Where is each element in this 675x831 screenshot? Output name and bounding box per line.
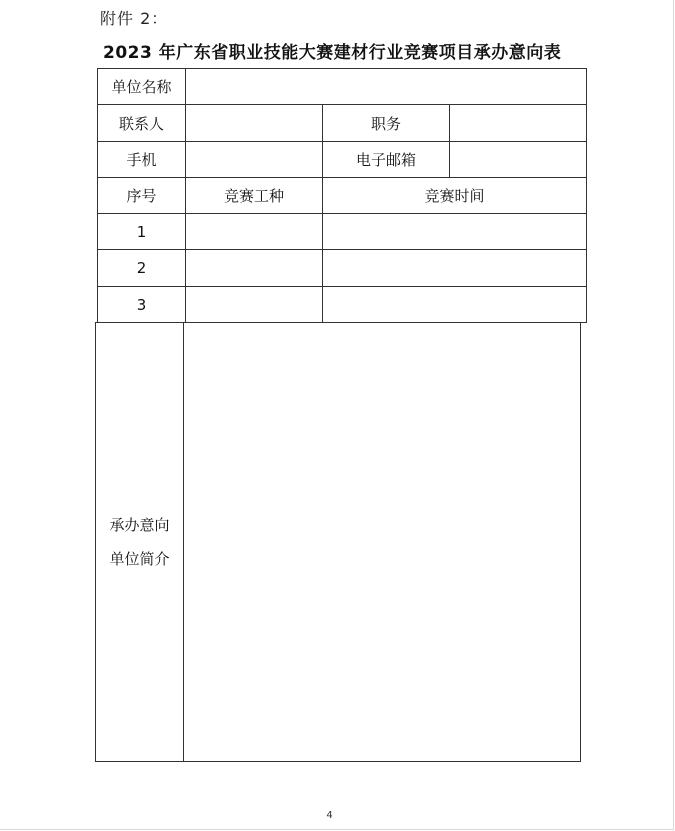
attachment-label: 附件 2： xyxy=(100,9,169,28)
row-1-competition-type-field[interactable] xyxy=(185,213,323,250)
column-header-competition-type: 竞赛工种 xyxy=(185,177,323,214)
phone-field[interactable] xyxy=(185,141,323,178)
unit-introduction-field[interactable] xyxy=(183,322,581,762)
email-field[interactable] xyxy=(449,141,587,178)
unit-introduction-label-line-1: 承办意向 xyxy=(109,516,170,534)
unit-introduction-label-line-2: 单位简介 xyxy=(109,550,170,568)
row-1-index: 1 xyxy=(97,213,186,250)
row-3-competition-type-field[interactable] xyxy=(185,286,323,323)
email-label: 电子邮箱 xyxy=(322,141,450,178)
column-header-index: 序号 xyxy=(97,177,186,214)
row-2-competition-type-field[interactable] xyxy=(185,249,323,287)
page-number: 4 xyxy=(326,810,333,821)
row-3-competition-time-field[interactable] xyxy=(322,286,587,323)
unit-introduction-label xyxy=(95,322,184,762)
phone-label: 手机 xyxy=(97,141,186,178)
document-title: 2023 年广东省职业技能大赛建材行业竞赛项目承办意向表 xyxy=(103,43,562,63)
contact-label: 联系人 xyxy=(97,104,186,142)
row-2-index: 2 xyxy=(97,249,186,287)
position-field[interactable] xyxy=(449,104,587,142)
position-label: 职务 xyxy=(322,104,450,142)
contact-field[interactable] xyxy=(185,104,323,142)
row-2-competition-time-field[interactable] xyxy=(322,249,587,287)
row-1-competition-time-field[interactable] xyxy=(322,213,587,250)
column-header-competition-time: 竞赛时间 xyxy=(322,177,587,214)
unit-name-label: 单位名称 xyxy=(97,68,186,105)
row-3-index: 3 xyxy=(97,286,186,323)
unit-name-field[interactable] xyxy=(185,68,587,105)
